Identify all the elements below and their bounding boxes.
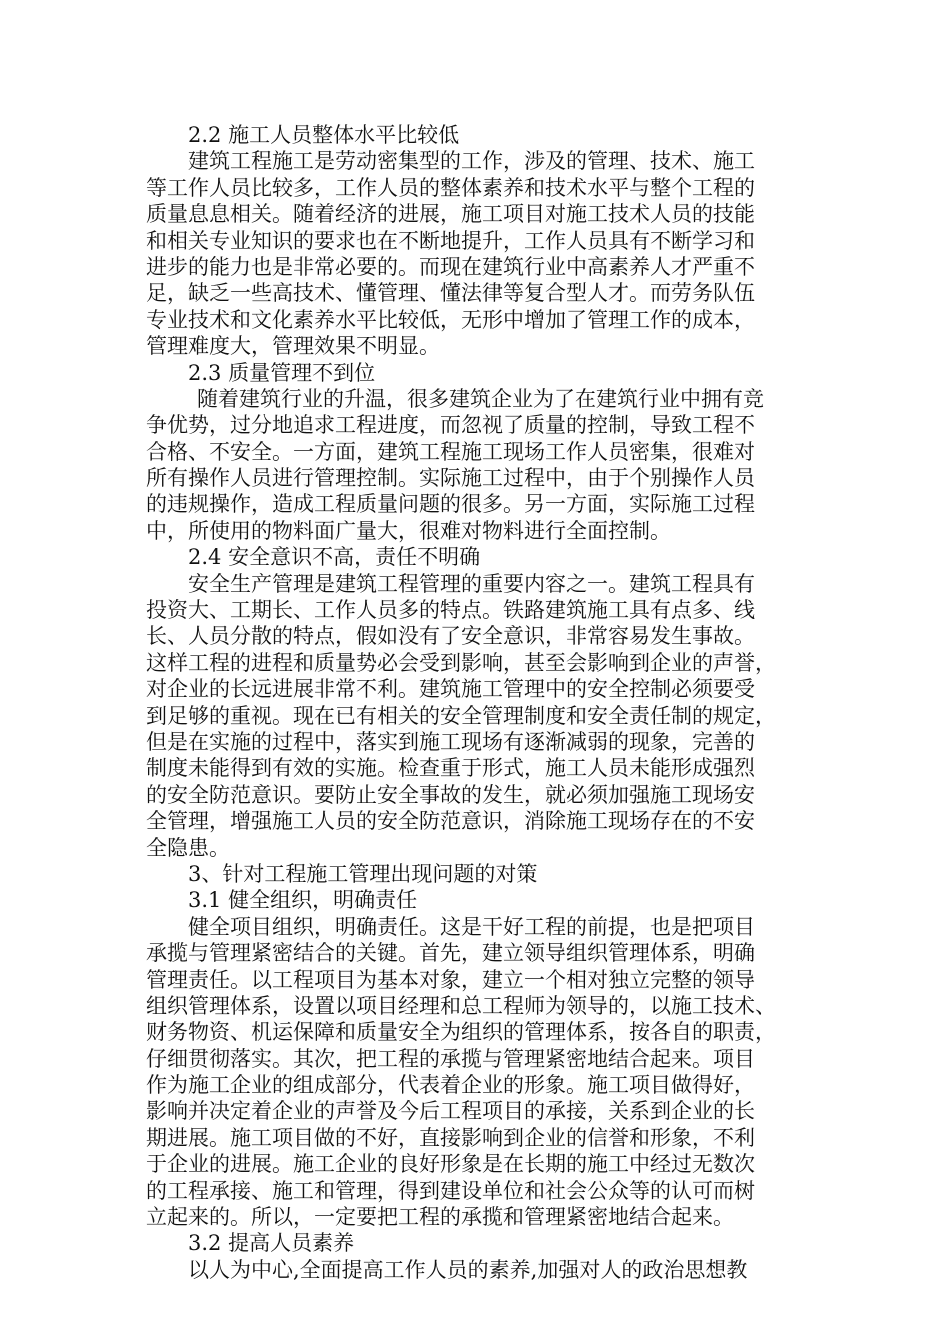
text-line: 管理难度大，管理效果不明显。 [146, 334, 440, 359]
text-line: 制度未能得到有效的实施。检查重于形式，施工人员未能形成强烈 [146, 756, 755, 781]
text-line: 足，缺乏一些高技术、懂管理、懂法律等复合型人才。而劳务队伍 [146, 281, 755, 306]
text-line: 组织管理体系，设置以项目经理和总工程师为领导的，以施工技术、 [146, 993, 776, 1018]
text-line: 合格、不安全。一方面，建筑工程施工现场工作人员密集，很难对 [146, 439, 755, 464]
text-line: 2.2 施工人员整体水平比较低 [188, 123, 460, 147]
text-line: 建筑工程施工是劳动密集型的工作，涉及的管理、技术、施工 [188, 149, 755, 174]
text-line: 健全项目组织，明确责任。这是干好工程的前提，也是把项目 [188, 914, 755, 939]
text-line: 争优势，过分地追求工程进度，而忽视了质量的控制，导致工程不 [146, 413, 755, 438]
text-line: 仔细贯彻落实。其次，把工程的承揽与管理紧密地结合起来。项目 [146, 1046, 755, 1071]
text-line: 以人为中心,全面提高工作人员的素养,加强对人的政治思想教 [188, 1257, 748, 1282]
text-line: 这样工程的进程和质量势必会受到影响，甚至会影响到企业的声誉， [146, 650, 776, 675]
text-line: 2.4 安全意识不高，责任不明确 [188, 545, 481, 570]
text-line: 专业技术和文化素养水平比较低，无形中增加了管理工作的成本， [146, 307, 755, 332]
text-line: 2.3 质量管理不到位 [188, 360, 376, 385]
text-line: 和相关专业知识的要求也在不断地提升，工作人员具有不断学习和 [146, 228, 755, 253]
text-line: 承揽与管理紧密结合的关键。首先，建立领导组织管理体系，明确 [146, 941, 755, 966]
document-page [146, 122, 806, 1283]
text-line: 中，所使用的物料面广量大，很难对物料进行全面控制。 [146, 518, 671, 543]
text-line: 长、人员分散的特点，假如没有了安全意识，非常容易发生事故。 [146, 624, 755, 649]
text-line: 的工程承接、施工和管理，得到建设单位和社会公众等的认可而树 [146, 1178, 755, 1203]
text-line: 期进展。施工项目做的不好，直接影响到企业的信誉和形象，不利 [146, 1125, 755, 1150]
text-line: 进步的能力也是非常必要的。而现在建筑行业中高素养人才严重不 [146, 254, 755, 279]
text-line: 影响并决定着企业的声誉及今后工程项目的承接，关系到企业的长 [146, 1099, 755, 1124]
text-line: 但是在实施的过程中，落实到施工现场有逐渐减弱的现象，完善的 [146, 729, 755, 754]
text-line: 随着建筑行业的升温，很多建筑企业为了在建筑行业中拥有竞 [197, 386, 764, 411]
text-line: 作为施工企业的组成部分，代表着企业的形象。施工项目做得好， [146, 1073, 755, 1098]
text-line: 所有操作人员进行管理控制。实际施工过程中，由于个别操作人员 [146, 466, 755, 491]
text-line: 全管理，增强施工人员的安全防范意识，消除施工现场存在的不安 [146, 809, 755, 834]
text-line: 财务物资、机运保障和质量安全为组织的管理体系，按各自的职责， [146, 1020, 776, 1045]
text-line: 全隐患。 [146, 835, 230, 860]
text-line: 管理责任。以工程项目为基本对象，建立一个相对独立完整的领导 [146, 967, 755, 992]
text-line: 3、针对工程施工管理出现问题的对策 [188, 861, 538, 886]
text-line: 安全生产管理是建筑工程管理的重要内容之一。建筑工程具有 [188, 571, 755, 596]
text-line: 立起来的。所以，一定要把工程的承揽和管理紧密地结合起来。 [146, 1205, 734, 1230]
text-line: 3.2 提高人员素养 [188, 1231, 355, 1256]
text-line: 等工作人员比较多，工作人员的整体素养和技术水平与整个工程的 [146, 175, 755, 200]
text-line: 的安全防范意识。要防止安全事故的发生，就必须加强施工现场安 [146, 782, 755, 807]
text-line: 投资大、工期长、工作人员多的特点。铁路建筑施工具有点多、线 [146, 598, 755, 623]
text-line: 对企业的长远进展非常不利。建筑施工管理中的安全控制必须要受 [146, 677, 755, 702]
text-line: 3.1 健全组织，明确责任 [188, 888, 418, 913]
text-line: 于企业的进展。施工企业的良好形象是在长期的施工中经过无数次 [146, 1152, 755, 1177]
text-line: 质量息息相关。随着经济的进展，施工项目对施工技术人员的技能 [146, 202, 755, 227]
text-line: 到足够的重视。现在已有相关的安全管理制度和安全责任制的规定， [146, 703, 776, 728]
text-line: 的违规操作，造成工程质量问题的很多。另一方面，实际施工过程 [146, 492, 755, 517]
